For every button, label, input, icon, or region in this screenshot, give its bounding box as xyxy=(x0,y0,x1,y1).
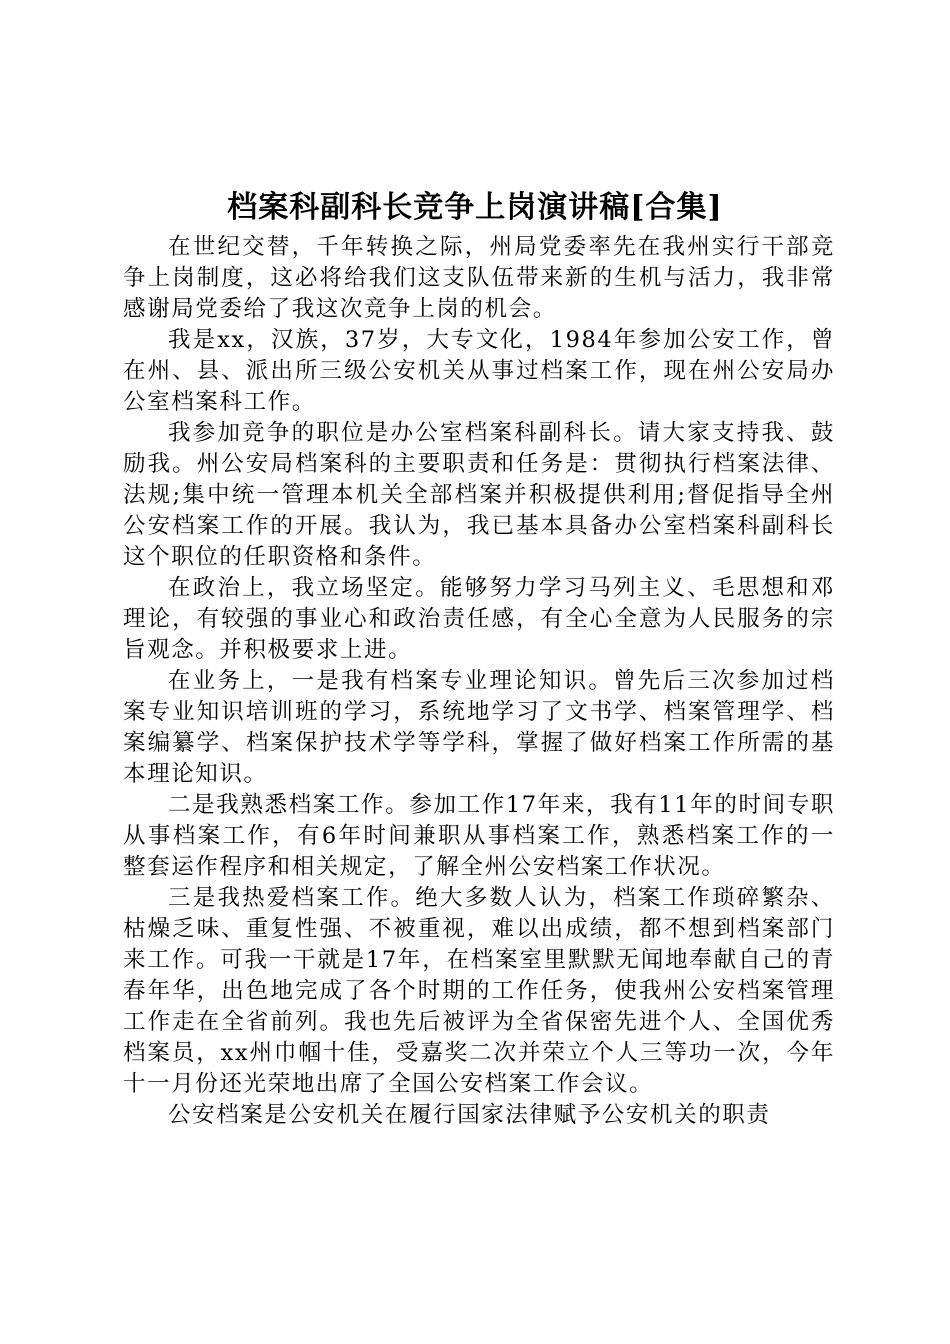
paragraph: 三是我热爱档案工作。绝大多数人认为，档案工作琐碎繁杂、枯燥乏味、重复性强、不被重视，难以出成绩，都不想到档案部门来工作。可我一干就是17年，在档案室里默默无闻地奉献自己的青春年华，出色地完成了各个时期的工作任务，使我州公安档案管理工作走在全省前列。我也先后被评为全省保密先进个人、全国优秀档案员，xx州巾帼十佳，受嘉奖二次并荣立个人三等功一次，今年十一月份还光荣地出席了全国公安档案工作会议。 xyxy=(123,885,835,1097)
document-body xyxy=(123,232,835,1131)
paragraph: 二是我熟悉档案工作。参加工作17年来，我有11年的时间专职从事档案工作，有6年时间兼职从事档案工作，熟悉档案工作的一整套运作程序和相关规定，了解全州公安档案工作状况。 xyxy=(123,792,835,880)
paragraph: 在业务上，一是我有档案专业理论知识。曾先后三次参加过档案专业知识培训班的学习，系统地学习了文书学、档案管理学、档案编纂学、档案保护技术学等学科，掌握了做好档案工作所需的基本理论知识。 xyxy=(123,668,835,787)
paragraph: 在世纪交替，千年转换之际，州局党委率先在我州实行干部竞争上岗制度，这必将给我们这支队伍带来新的生机与活力，我非常感谢局党委给了我这次竞争上岗的机会。 xyxy=(123,234,835,322)
paragraph: 在政治上，我立场坚定。能够努力学习马列主义、毛思想和邓理论，有较强的事业心和政治责任感，有全心全意为人民服务的宗旨观念。并积极要求上进。 xyxy=(123,575,835,663)
paragraph: 公安档案是公安机关在履行国家法律赋予公安机关的职责 xyxy=(168,1102,771,1128)
paragraph: 我参加竞争的职位是办公室档案科副科长。请大家支持我、鼓励我。州公安局档案科的主要职责和任务是：贯彻执行档案法律、法规;集中统一管理本机关全部档案并积极提供利用;督促指导全州公安档案工作的开展。我认为，我已基本具备办公室档案科副科长这个职位的任职资格和条件。 xyxy=(123,420,835,570)
document-title: 档案科副科长竞争上岗演讲稿[合集] xyxy=(227,190,723,225)
paragraph: 我是xx，汉族，37岁，大专文化，1984年参加公安工作，曾在州、县、派出所三级公安机关从事过档案工作，现在州公安局办公室档案科工作。 xyxy=(123,327,835,415)
